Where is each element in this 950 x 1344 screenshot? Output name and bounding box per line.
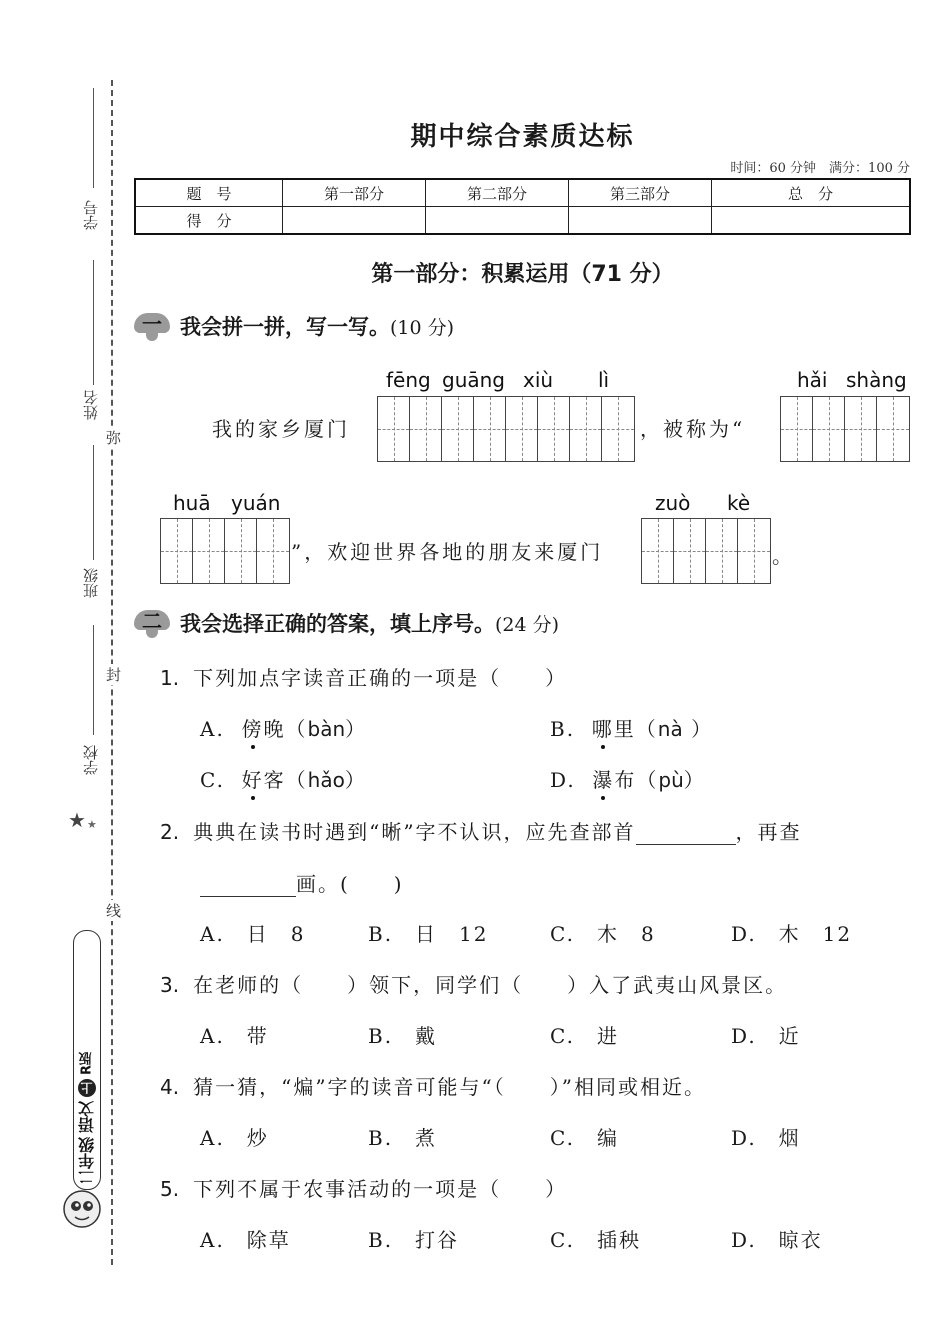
brand-subject: 语文	[77, 1101, 97, 1133]
score-input-part3[interactable]	[569, 207, 712, 235]
brand-volume: 上	[78, 1079, 96, 1097]
option-text: 客（	[263, 768, 308, 792]
table-row	[135, 207, 910, 235]
cut-label-feng: 封	[106, 666, 122, 684]
writing-grid-huayuan[interactable]	[160, 518, 290, 584]
option-q4-b[interactable]: B. 煮	[368, 1126, 438, 1150]
score-table	[134, 178, 911, 235]
small-star-icon: ★	[87, 818, 97, 831]
section1-heading	[134, 311, 454, 341]
mushroom-icon	[134, 311, 170, 341]
table-cell: 第二部分	[426, 179, 569, 207]
table-cell: 第一部分	[283, 179, 426, 207]
question-number: 5.	[160, 1177, 180, 1201]
sentence-text: 我的家乡厦门	[212, 417, 350, 441]
pinyin-label: yuán	[231, 491, 281, 515]
question-stem: 下列不属于农事活动的一项是（ ）	[193, 1177, 568, 1201]
option-pinyin: hǎo	[307, 768, 345, 792]
option-label: D.	[550, 768, 576, 792]
question-3	[160, 969, 787, 998]
option-q2-b[interactable]: B. 日 12	[368, 922, 489, 946]
name-label: 姓名	[82, 390, 100, 420]
score-input-part2[interactable]	[426, 207, 569, 235]
section1-number: 一	[142, 312, 162, 336]
school-label: 学校	[82, 745, 100, 775]
time-info: 时间：60 分钟 满分：100 分	[730, 161, 910, 176]
option-label: B.	[550, 717, 576, 741]
question-2	[160, 816, 802, 845]
option-text: ）	[682, 717, 714, 741]
option-q1-a[interactable]	[200, 713, 367, 742]
pinyin-label: huā	[173, 491, 211, 515]
option-pinyin: nà	[657, 717, 683, 741]
table-cell: 题 号	[135, 179, 283, 207]
brand-label	[76, 935, 98, 1185]
section2-title: 我会选择正确的答案，填上序号。	[180, 612, 495, 636]
option-q2-c[interactable]: C. 木 8	[550, 922, 656, 946]
option-q5-a[interactable]: A. 除草	[200, 1228, 291, 1252]
option-q3-a[interactable]: A. 带	[200, 1024, 269, 1048]
question-number: 2.	[160, 820, 180, 844]
dotted-char: 傍	[242, 713, 264, 742]
brand-grade: 二年级	[77, 1137, 97, 1185]
part1-title: 第一部分：积累运用（71 分）	[371, 262, 674, 287]
sentence-text: ”，欢迎世界各地的朋友来厦门	[291, 540, 604, 564]
section2-number: 二	[142, 609, 162, 633]
question-number: 1.	[160, 666, 180, 690]
pinyin-label: lì	[598, 368, 610, 392]
question-stem: 典典在读书时遇到“晰”字不认识，应先查部首	[193, 820, 636, 844]
mushroom-icon	[134, 608, 170, 638]
question-2-cont	[200, 868, 404, 897]
option-text: ）	[345, 717, 368, 741]
section1-title: 我会拼一拼，写一写。	[180, 315, 390, 339]
answer-blank[interactable]	[200, 876, 296, 897]
option-q5-c[interactable]: C. 插秧	[550, 1228, 641, 1252]
answer-blank[interactable]	[636, 824, 736, 845]
pinyin-label: xiù	[523, 368, 554, 392]
writing-grid-haishang[interactable]	[780, 396, 910, 462]
option-label: A.	[200, 717, 225, 741]
option-label: C.	[200, 768, 225, 792]
option-q4-a[interactable]: A. 炒	[200, 1126, 269, 1150]
question-number: 4.	[160, 1075, 180, 1099]
question-4	[160, 1071, 706, 1100]
writing-grid-zuoke[interactable]	[641, 518, 771, 584]
option-text: ）	[344, 768, 367, 792]
option-q5-d[interactable]: D. 晾衣	[731, 1228, 823, 1252]
score-input-part1[interactable]	[283, 207, 426, 235]
option-q4-c[interactable]: C. 编	[550, 1126, 619, 1150]
option-q3-b[interactable]: B. 戴	[368, 1024, 438, 1048]
pinyin-label: shàng	[846, 368, 907, 392]
question-number: 3.	[160, 973, 180, 997]
score-input-total[interactable]	[712, 207, 911, 235]
name-line	[93, 260, 94, 385]
student-id-label: 学号	[82, 200, 100, 230]
table-row	[135, 179, 910, 207]
option-q2-d[interactable]: D. 木 12	[731, 922, 853, 946]
question-1	[160, 662, 567, 691]
dotted-char: 好	[242, 764, 264, 793]
table-cell: 第三部分	[569, 179, 712, 207]
section1-score: (10 分)	[390, 316, 455, 339]
option-q5-b[interactable]: B. 打谷	[368, 1228, 460, 1252]
option-text: 里（	[613, 717, 658, 741]
pinyin-label: zuò	[655, 491, 691, 515]
class-line	[93, 445, 94, 560]
writing-grid-fengguangxiuli[interactable]	[377, 396, 635, 462]
school-line	[93, 625, 94, 735]
option-text: 晚（	[263, 717, 308, 741]
brand-edition: R版	[79, 1051, 95, 1075]
mascot-icon	[60, 1185, 108, 1235]
pinyin-label: kè	[727, 491, 751, 515]
option-q3-c[interactable]: C. 进	[550, 1024, 619, 1048]
cut-label-mi: 弥	[106, 429, 122, 447]
class-label: 班级	[82, 568, 100, 598]
table-cell: 总 分	[712, 179, 911, 207]
table-cell: 得 分	[135, 207, 283, 235]
option-text: 布（	[614, 768, 659, 792]
option-q4-d[interactable]: D. 烟	[731, 1126, 801, 1150]
option-pinyin: pù	[658, 768, 684, 792]
pinyin-label: hǎi	[797, 368, 828, 392]
option-q2-a[interactable]: A. 日 8	[200, 922, 306, 946]
question-stem: ，再查	[735, 820, 802, 844]
pinyin-label: guāng	[442, 368, 505, 392]
question-stem: 在老师的（ ）领下，同学们（ ）入了武夷山风景区。	[193, 973, 788, 997]
option-q1-c[interactable]	[200, 764, 367, 793]
pinyin-label: fēng	[386, 368, 431, 392]
option-q1-d[interactable]	[550, 764, 706, 793]
page-title: 期中综合素质达标	[410, 122, 635, 152]
star-icon: ★	[68, 808, 86, 832]
dotted-char: 瀑	[592, 764, 614, 793]
option-q3-d[interactable]: D. 近	[731, 1024, 801, 1048]
sentence-text: ，被称为“	[640, 417, 746, 441]
section2-score: (24 分)	[495, 613, 560, 636]
dotted-char: 哪	[592, 713, 614, 742]
option-text: ）	[683, 768, 706, 792]
section2-heading	[134, 608, 559, 638]
option-pinyin: bàn	[307, 717, 346, 741]
option-q1-b[interactable]	[550, 713, 713, 742]
question-stem: 猜一猜，“煸”字的读音可能与“（ ）”相同或相近。	[193, 1075, 706, 1099]
question-5	[160, 1173, 567, 1202]
sentence-text: 。	[772, 544, 795, 568]
question-stem: 画。( )	[296, 872, 404, 896]
cut-label-xian: 线	[106, 902, 122, 920]
question-stem: 下列加点字读音正确的一项是（ ）	[193, 666, 568, 690]
